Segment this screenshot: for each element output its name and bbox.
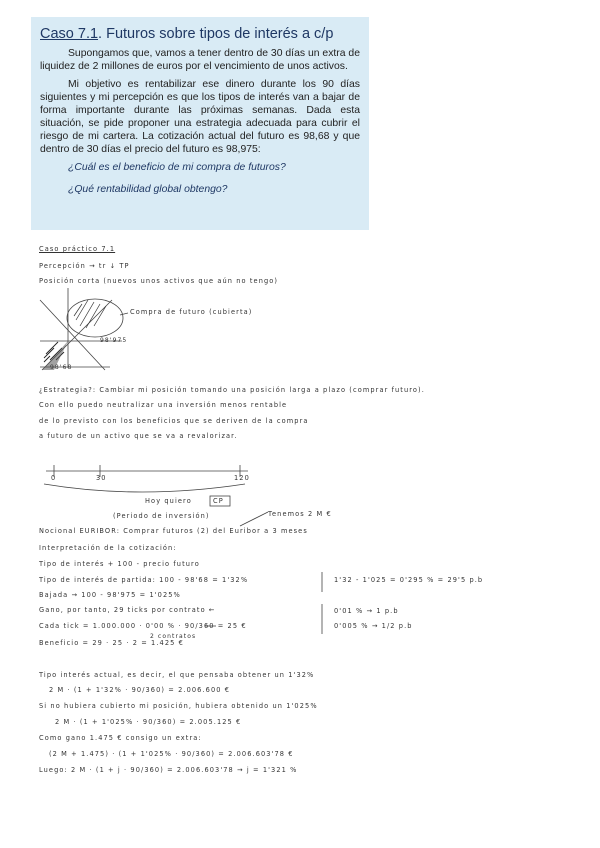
graph-axis-label: 98'68 [50, 364, 73, 371]
notes-heading: Caso práctico 7.1 [39, 245, 116, 253]
strategy-line-3: de lo previsto con los beneficios que se deriven de la compra [39, 417, 309, 425]
notes-position: Posición corta (nuevos unos activos que aún no tengo) [39, 277, 279, 285]
notes-perception: Percepción → tr ↓ TP [39, 262, 130, 270]
case-question-1: ¿Cuál es el beneficio de mi compra de futuros? [68, 162, 286, 173]
calc-left-1: Tipo de interés de partida: 100 - 98'68 = 1'32% [39, 576, 249, 584]
final-line-5: Como gano 1.475 € consigo un extra: [39, 734, 202, 742]
final-line-2: 2 M · (1 + 1'32% · 90/360) = 2.006.600 € [49, 686, 231, 694]
tenemos-label: Tenemos 2 M € [268, 510, 332, 518]
interpretation-line: Interpretación de la cotización: [39, 544, 177, 552]
tenemos-arrow [240, 512, 268, 526]
timeline-label-30: 30 [96, 474, 107, 482]
case-paragraph-2: Mi objetivo es rentabilizar ese dinero durante los 90 días siguientes y mi percepción es que los tipos de interés van a bajar de forma importante durante las próximas semanas. Dada esta situación, se pide proponer una estrategia adecuada para cubrir el riesgo de mi cartera. La cotización actual del futuro es 98,68 y que dentro de 30 días el precio del futuro es 98,975: [40, 79, 360, 155]
calc-right-1: 1'32 - 1'025 = 0'295 % = 29'5 p.b [334, 576, 484, 584]
case-title-text: . Futuros sobre tipos de interés a c/p [98, 26, 334, 42]
strategy-line-1: ¿Estrategia?: Cambiar mi posición tomando una posición larga a plazo (comprar futuro). [39, 386, 425, 394]
case-question-2: ¿Qué rentabilidad global obtengo? [68, 184, 228, 195]
final-line-4: 2 M · (1 + 1'025% · 90/360) = 2.005.125 € [55, 718, 242, 726]
calc-left-4: Cada tick = 1.000.000 · 0'00 % · 90/360 = 25 € [39, 622, 247, 630]
timeline-label-120: 120 [234, 474, 250, 482]
period-label: (Periodo de inversión) [113, 512, 210, 520]
euribor-line: Nocional EURIBOR: Comprar futuros (2) del Euribor a 3 meses [39, 527, 308, 535]
timeline-brace [44, 484, 245, 492]
final-line-1: Tipo interés actual, es decir, el que pensaba obtener un 1'32% [39, 671, 315, 679]
calc-left-2: Bajada → 100 - 98'975 = 1'025% [39, 591, 181, 599]
strategy-line-4: a futuro de un activo que se va a revalorizar. [39, 432, 238, 440]
cp-label: CP [213, 497, 224, 505]
calc-right-3: 0'005 % → 1/2 p.b [334, 622, 413, 630]
calc-left-3: Gano, por tanto, 29 ticks por contrato ← [39, 606, 216, 614]
calc-left-5: Beneficio = 29 · 25 · 2 = 1.425 € [39, 639, 184, 647]
graph-hatch-upper [74, 300, 106, 328]
graph-label: Compra de futuro (cubierta) [130, 308, 253, 316]
formula-line: Tipo de interés + 100 - precio futuro [39, 560, 200, 568]
hoy-label: Hoy quiero [145, 497, 192, 505]
final-line-6: (2 M + 1.475) · (1 + 1'025% · 90/360) = 2.006.603'78 € [49, 750, 294, 758]
case-number: Caso 7.1 [40, 26, 99, 42]
timeline-label-0: 0 [51, 474, 57, 482]
case-paragraph-1: Supongamos que, vamos a tener dentro de 30 días un extra de liquidez de 2 millones de euros por el vencimiento de unos activos. [40, 48, 360, 72]
graph-price-label: 98'975 [100, 337, 128, 344]
contratos-note: 2 contratos [150, 633, 197, 640]
final-line-3: Si no hubiera cubierto mi posición, hubiera obtenido un 1'025% [39, 702, 318, 710]
calc-right-2: 0'01 % → 1 p.b [334, 607, 399, 615]
strategy-line-2: Con ello puedo neutralizar una inversión menos rentable [39, 401, 288, 409]
final-line-7: Luego: 2 M · (1 + j · 90/360) = 2.006.603'78 → j = 1'321 % [39, 766, 298, 774]
graph-arrow [120, 313, 128, 315]
graph-short-line [40, 300, 105, 370]
graph-ellipse [67, 299, 123, 337]
